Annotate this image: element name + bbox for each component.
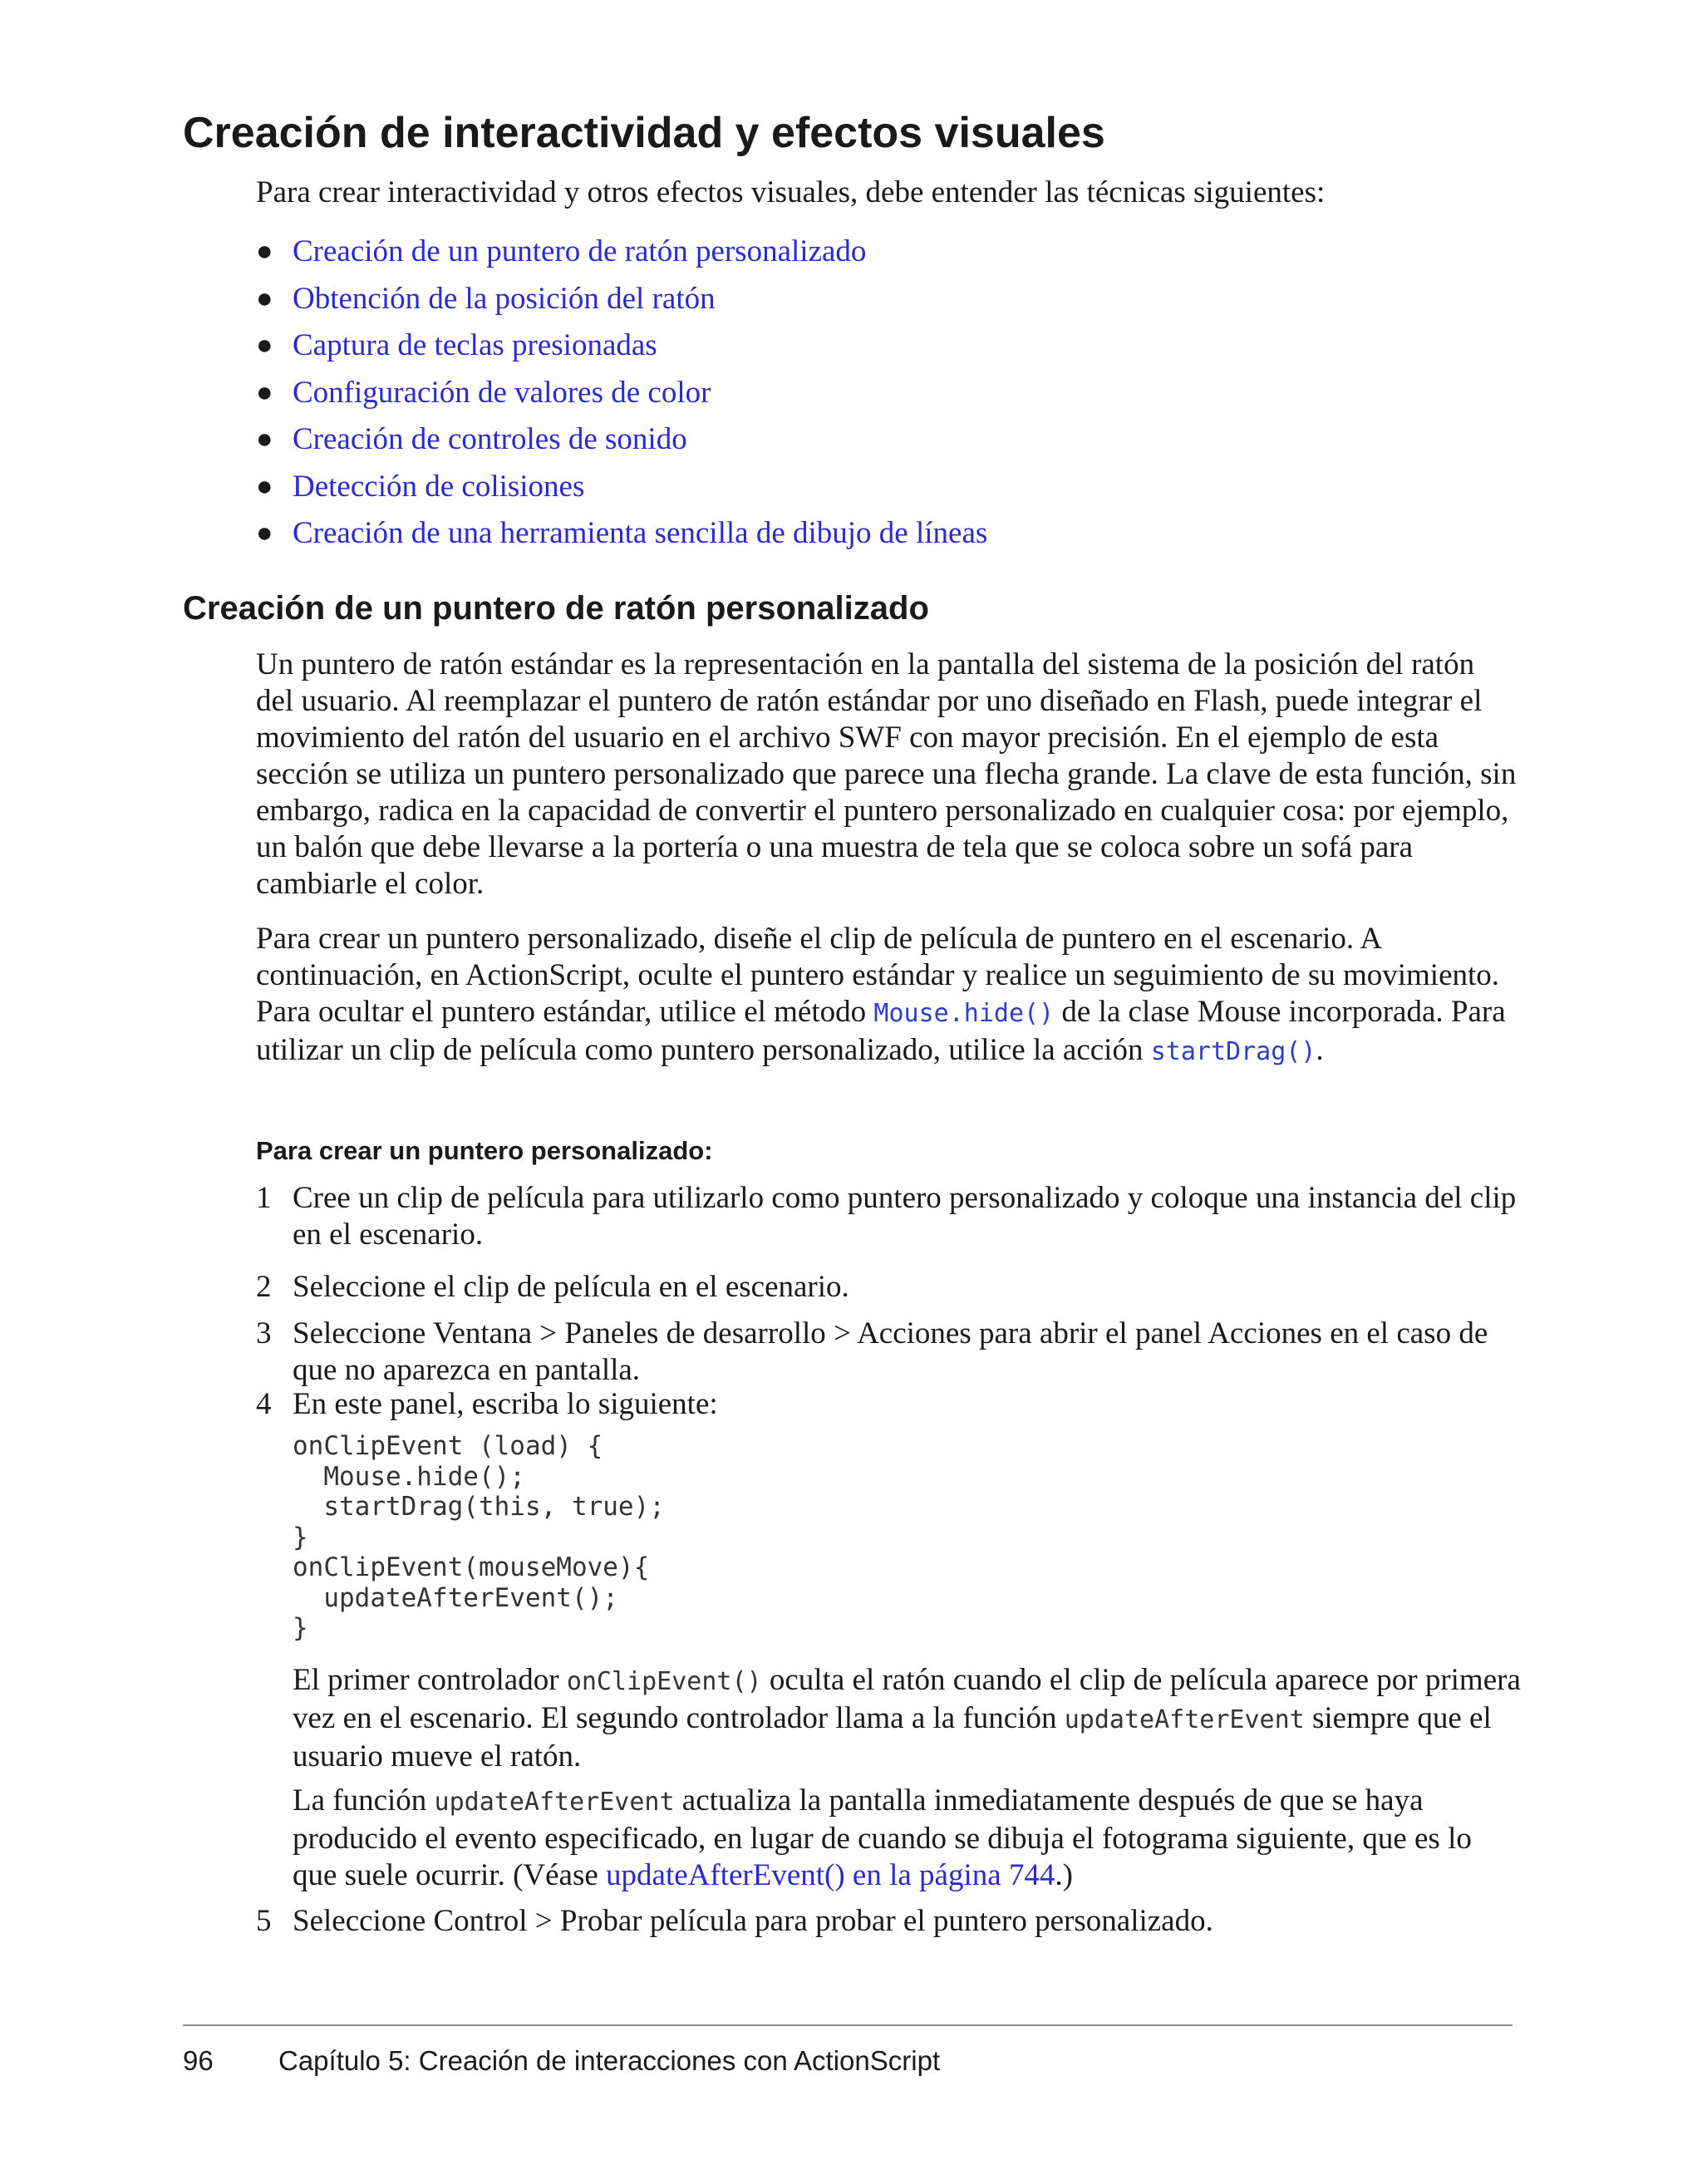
procedure-step xyxy=(256,1269,1522,1306)
step-text: Cree un clip de película para utilizarlo como puntero personalizado y coloque una instancia del clip en el escenario. xyxy=(293,1181,1517,1252)
procedure-title: Para crear un puntero personalizado: xyxy=(256,1136,713,1165)
bullet-icon: ● xyxy=(256,518,273,548)
subsection-paragraph-2 xyxy=(256,921,1519,1070)
section-intro: Para crear interactividad y otros efectos visuales, debe entender las técnicas siguientes: xyxy=(256,175,1326,209)
topic-item xyxy=(256,370,1419,417)
topic-item xyxy=(256,510,1419,558)
bullet-icon: ● xyxy=(256,470,273,502)
topic-link-sound-controls[interactable]: Creación de controles de sonido xyxy=(293,422,687,456)
step-number: 1 xyxy=(256,1181,272,1215)
topic-link-color-values[interactable]: Configuración de valores de color xyxy=(293,375,711,410)
text-run: de la clase Mouse incorporada. Para utilizar un clip de película como puntero personalizado, utilice la acción xyxy=(256,995,1506,1067)
topic-link-collisions[interactable]: Detección de colisiones xyxy=(293,469,585,504)
step-number: 5 xyxy=(256,1904,272,1938)
bullet-icon: ● xyxy=(256,330,273,361)
step-text: Seleccione Control > Probar película para probar el puntero personalizado. xyxy=(293,1904,1213,1938)
topic-link-mouse-position[interactable]: Obtención de la posición del ratón xyxy=(293,281,716,316)
code-onclipevent: onClipEvent() xyxy=(566,1667,762,1696)
procedure-step xyxy=(256,1180,1522,1253)
text-run: Para crear un puntero personalizado, diseñe el clip de película de puntero en el escenario. A continuación, en ActionScript, oculte el puntero estándar y realice un seguimiento de su movimiento. Para ocultar el puntero estándar, utilice el método xyxy=(256,922,1500,1029)
topic-link-custom-pointer[interactable]: Creación de un puntero de ratón personalizado xyxy=(293,234,867,268)
cross-reference-link[interactable]: updateAfterEvent() en la página 744 xyxy=(606,1858,1055,1892)
text-run: .) xyxy=(1055,1858,1073,1892)
text-run: La función xyxy=(293,1783,435,1818)
topic-item xyxy=(256,322,1419,370)
topic-link-keypress[interactable]: Captura de teclas presionadas xyxy=(293,328,657,362)
text-run: oculta el ratón cuando el clip de película aparece por primera vez en el escenario. El segundo controlador llama a la función xyxy=(293,1663,1521,1735)
bullet-icon: ● xyxy=(256,236,273,267)
procedure-step xyxy=(256,1903,1522,1940)
step-text: En este panel, escriba lo siguiente: xyxy=(293,1387,718,1421)
code-block: onClipEvent (load) { Mouse.hide(); startDrag(this, true); } onClipEvent(mouseMove){ updateAfterEvent(); } xyxy=(293,1431,665,1643)
subsection-paragraph-1: Un puntero de ratón estándar es la representación en la pantalla del sistema de la posición del ratón del usuario. Al reemplazar el puntero de ratón estándar por uno diseñado en Flash, puede integrar el movimiento del ratón del usuario en el archivo SWF con mayor precisión. En el ejemplo de esta sección se utiliza un puntero personalizado que parece una flecha grande. La clave de esta función, sin embargo, radica en la capacidad de convertir el puntero personalizado en cualquier cosa: por ejemplo, un balón que debe llevarse a la portería o una muestra de tela que se coloca sobre un sofá para cambiarle el color. xyxy=(256,647,1517,901)
step-text: Seleccione el clip de película en el escenario. xyxy=(293,1270,849,1304)
step-number: 4 xyxy=(256,1387,272,1421)
text-run: siempre que el usuario mueve el ratón. xyxy=(293,1701,1492,1773)
step-number: 3 xyxy=(256,1316,272,1350)
bullet-icon: ● xyxy=(256,283,273,314)
topic-list xyxy=(256,229,1419,558)
topic-item xyxy=(256,464,1419,511)
step-note-2 xyxy=(293,1783,1522,1894)
step-text: Seleccione Ventana > Paneles de desarrollo > Acciones para abrir el panel Acciones en el caso de que no aparezca en pantalla. xyxy=(293,1316,1488,1387)
procedure-step xyxy=(256,1386,1522,1423)
step-number: 2 xyxy=(256,1270,272,1304)
subsection-title: Creación de un puntero de ratón personalizado xyxy=(183,590,929,627)
topic-item xyxy=(256,229,1419,276)
bullet-icon: ● xyxy=(256,424,273,455)
code-update-after-event: updateAfterEvent xyxy=(434,1788,675,1817)
topic-link-drawing-tool[interactable]: Creación de una herramienta sencilla de dibujo de líneas xyxy=(293,516,988,550)
footer-divider xyxy=(183,2024,1513,2026)
topic-item xyxy=(256,276,1419,323)
code-mouse-hide: Mouse.hide() xyxy=(873,999,1055,1028)
code-update-after-event: updateAfterEvent xyxy=(1064,1705,1305,1734)
page-number: 96 xyxy=(183,2045,214,2076)
chapter-title: Capítulo 5: Creación de interacciones con ActionScript xyxy=(278,2045,941,2076)
topic-item xyxy=(256,416,1419,464)
section-title: Creación de interactividad y efectos visuales xyxy=(183,109,1105,157)
code-start-drag: startDrag() xyxy=(1150,1037,1316,1066)
procedure-step xyxy=(256,1316,1522,1389)
bullet-icon: ● xyxy=(256,376,273,408)
text-run: actualiza la pantalla inmediatamente después de que se haya producido el evento especificado, en lugar de cuando se dibuja el fotograma siguiente, que es lo que suele ocurrir. (Véase xyxy=(293,1783,1472,1892)
text-run: El primer controlador xyxy=(293,1663,567,1697)
text-run: . xyxy=(1316,1033,1324,1067)
step-note-1 xyxy=(293,1662,1522,1775)
